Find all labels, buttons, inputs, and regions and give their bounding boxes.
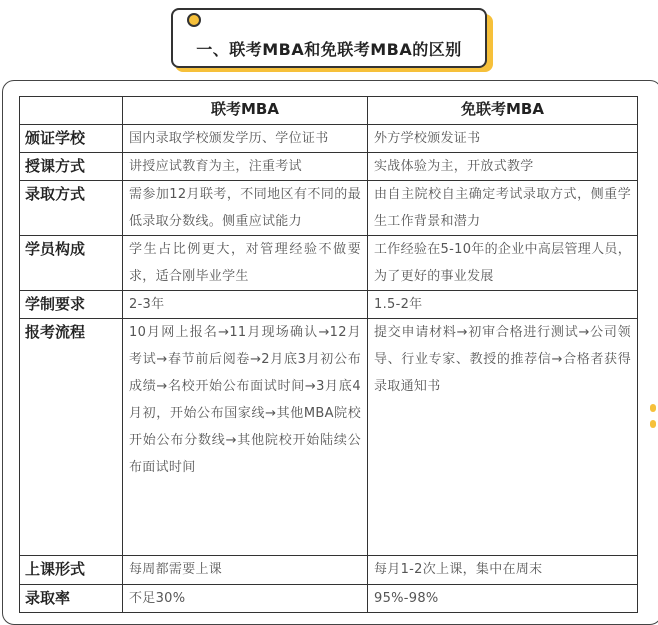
table-row: [20, 585, 638, 613]
row-label: 学员构成: [20, 236, 123, 291]
table-row: [20, 319, 638, 556]
heading-box: [171, 8, 487, 68]
cell-exam-free: 实战体验为主，开放式教学: [368, 153, 638, 181]
row-label: 录取方式: [20, 181, 123, 236]
cell-joint-exam: 2-3年: [123, 291, 368, 319]
row-label: 录取率: [20, 585, 123, 613]
table-row: [20, 181, 638, 236]
table-row: [20, 236, 638, 291]
column-header-joint-exam: 联考MBA: [123, 97, 368, 125]
row-label: 上课形式: [20, 556, 123, 585]
cell-exam-free: 由自主院校自主确定考试录取方式，侧重学生工作背景和潜力: [368, 181, 638, 236]
table-row: [20, 153, 638, 181]
cell-exam-free: 每月1-2次上课，集中在周末: [368, 556, 638, 585]
cell-exam-free: 1.5-2年: [368, 291, 638, 319]
side-decoration: [650, 404, 658, 444]
section-heading-tag: [171, 8, 495, 72]
corner-cell: [20, 97, 123, 125]
column-header-exam-free: 免联考MBA: [368, 97, 638, 125]
cell-joint-exam: 每周都需要上课: [123, 556, 368, 585]
table-row: [20, 556, 638, 585]
cell-exam-free: 工作经验在5-10年的企业中高层管理人员，为了更好的事业发展: [368, 236, 638, 291]
cell-joint-exam: 国内录取学校颁发学历、学位证书: [123, 125, 368, 153]
cell-joint-exam: 10月网上报名→11月现场确认→12月考试→春节前后阅卷→2月底3月初公布成绩→名校开始公布面试时间→3月底4月初，开始公布国家线→其他MBA院校开始公布分数线→其他院校开始陆续公布面试时间: [123, 319, 368, 556]
table-row: [20, 125, 638, 153]
row-label: 颁证学校: [20, 125, 123, 153]
cell-joint-exam: 学生占比例更大，对管理经验不做要求，适合刚毕业学生: [123, 236, 368, 291]
row-label: 报考流程: [20, 319, 123, 556]
comparison-table: [19, 96, 638, 613]
section-title: 一、联考MBA和免联考MBA的区别: [196, 39, 462, 59]
cell-joint-exam: 讲授应试教育为主，注重考试: [123, 153, 368, 181]
cell-exam-free: 提交申请材料→初审合格进行测试→公司领导、行业专家、教授的推荐信→合格者获得录取通知书: [368, 319, 638, 556]
cell-exam-free: 95%-98%: [368, 585, 638, 613]
table-header-row: [20, 97, 638, 125]
cell-exam-free: 外方学校颁发证书: [368, 125, 638, 153]
table-row: [20, 291, 638, 319]
cell-joint-exam: 需参加12月联考，不同地区有不同的最低录取分数线。侧重应试能力: [123, 181, 368, 236]
cell-joint-exam: 不足30%: [123, 585, 368, 613]
row-label: 学制要求: [20, 291, 123, 319]
yellow-dot-icon: [187, 13, 201, 27]
row-label: 授课方式: [20, 153, 123, 181]
